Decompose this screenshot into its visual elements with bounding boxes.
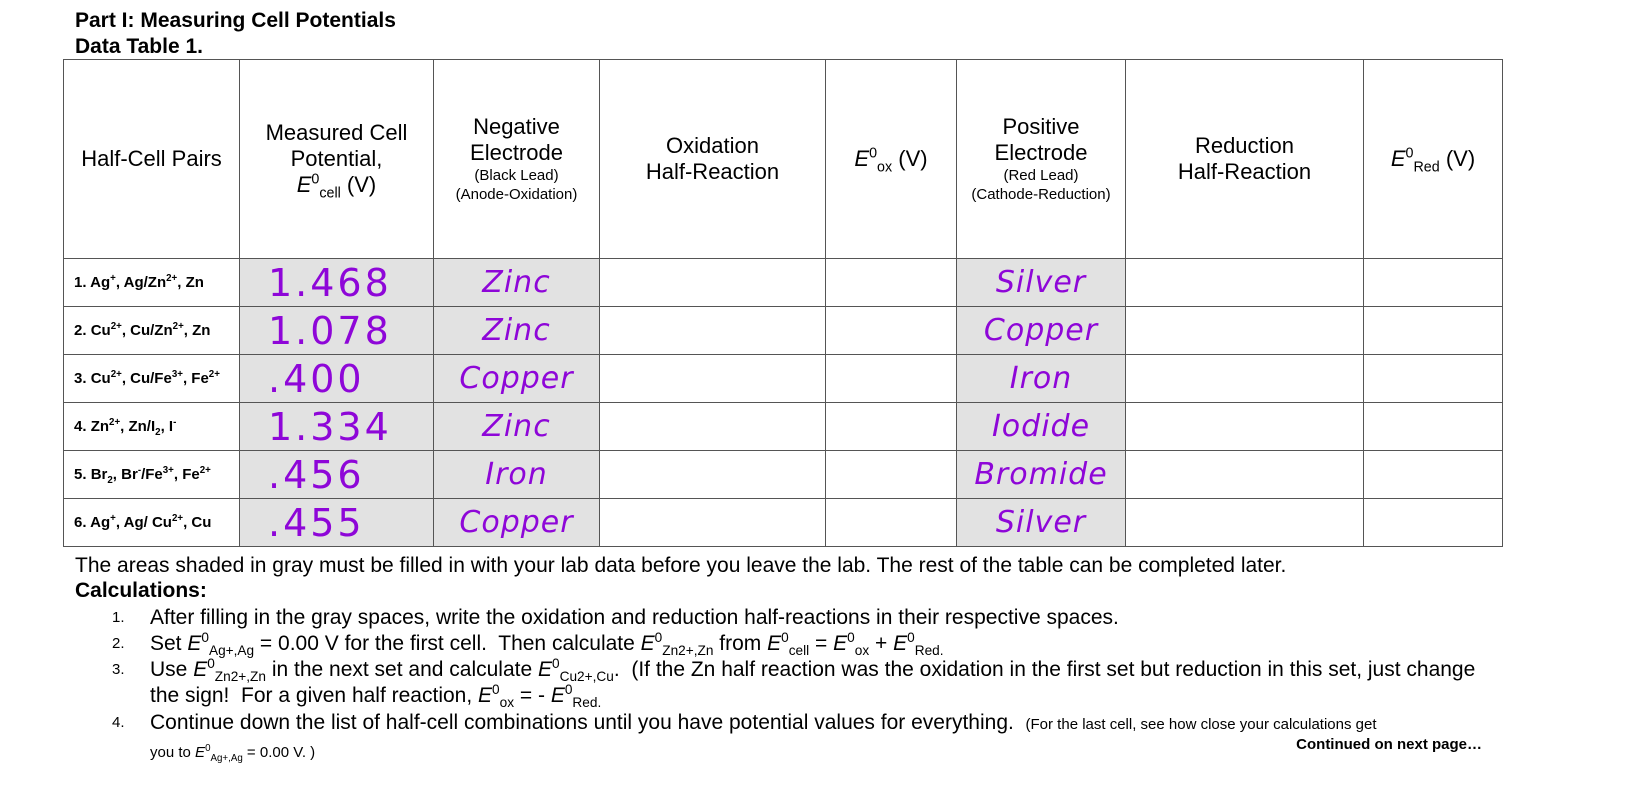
table-row <box>64 499 1503 547</box>
pair-text: $Zn^{2+}$, $Zn/I_2$, I- <box>90 417 177 438</box>
cell-e-red[interactable] <box>1364 451 1503 499</box>
pair-text: Ag+, $Ag/Zn^{2+}$, Zn <box>90 273 204 291</box>
cell-e-red[interactable] <box>1364 259 1503 307</box>
header-e-ox: $E^0_{ox}$ (V) <box>826 60 957 259</box>
cell-half-cell-pair: 2. $Cu^{2+}$, $Cu/Zn^{2+}$, Zn <box>64 307 240 355</box>
cell-half-cell-pair: 3. $Cu^{2+}$, $Cu/Fe^{3+}$, $Fe^{2+}$ <box>64 355 240 403</box>
cell-positive-electrode[interactable]: Bromide <box>957 451 1126 499</box>
header-half-cell-pairs: Half-Cell Pairs <box>64 60 240 259</box>
page-title: Part I: Measuring Cell Potentials <box>75 9 396 32</box>
header-measured-potential: Measured Cell Potential, $E^0_{cell}$ (V) <box>240 60 434 259</box>
pair-text: $Cu^{2+}$, $Cu/Fe^{3+}$, $Fe^{2+}$ <box>90 369 220 387</box>
table-row <box>64 307 1503 355</box>
header-reduction-half-reaction: Reduction Half-Reaction <box>1126 60 1364 259</box>
header-e-red: $E^0_{Red}$ (V) <box>1364 60 1503 259</box>
cell-positive-electrode[interactable]: Iodide <box>957 403 1126 451</box>
step-2: 2. Set $E^0_{Ag+,Ag} = 0.00$ V for the first cell. Then calculate $E^0_{Zn2+,Zn}$ from $E^0_{cell} = E^0_{ox} + E^0_{Red.}$ <box>112 630 944 659</box>
cell-measured-potential[interactable]: .455 <box>240 499 434 547</box>
cell-e-red[interactable] <box>1364 307 1503 355</box>
cell-oxidation-half-reaction[interactable] <box>600 307 826 355</box>
table-row <box>64 259 1503 307</box>
cell-reduction-half-reaction[interactable] <box>1126 499 1364 547</box>
cell-e-ox[interactable] <box>826 499 957 547</box>
cell-measured-potential[interactable]: .456 <box>240 451 434 499</box>
header-positive-electrode: Positive Electrode (Red Lead) (Cathode-Reduction) <box>957 60 1126 259</box>
cell-e-ox[interactable] <box>826 355 957 403</box>
cell-positive-electrode[interactable]: Iron <box>957 355 1126 403</box>
cell-measured-potential[interactable]: 1.078 <box>240 307 434 355</box>
step-4: 4. Continue down the list of half-cell combinations until you have potential values for everything. (For the last cell, see how close your calculations get you to $E^0_{Ag+,Ag} = 0.00$ V. ) <box>112 711 1377 764</box>
cell-e-ox[interactable] <box>826 403 957 451</box>
table-row <box>64 355 1503 403</box>
cell-measured-potential[interactable]: 1.334 <box>240 403 434 451</box>
pair-text: Ag+, Ag/ $Cu^{2+}$, Cu <box>90 513 212 531</box>
cell-e-ox[interactable] <box>826 307 957 355</box>
cell-reduction-half-reaction[interactable] <box>1126 451 1364 499</box>
cell-oxidation-half-reaction[interactable] <box>600 259 826 307</box>
calculations-heading: Calculations: <box>75 579 207 602</box>
cell-e-red[interactable] <box>1364 355 1503 403</box>
pair-text: $Cu^{2+}$, $Cu/Zn^{2+}$, Zn <box>90 321 211 339</box>
cell-reduction-half-reaction[interactable] <box>1126 355 1364 403</box>
cell-oxidation-half-reaction[interactable] <box>600 451 826 499</box>
table-row <box>64 403 1503 451</box>
cell-measured-potential[interactable]: .400 <box>240 355 434 403</box>
cell-negative-electrode[interactable]: Copper <box>434 499 600 547</box>
table-title: Data Table 1. <box>75 35 203 58</box>
header-negative-electrode: Negative Electrode (Black Lead) (Anode-Oxidation) <box>434 60 600 259</box>
cell-positive-electrode[interactable]: Copper <box>957 307 1126 355</box>
cell-half-cell-pair: 6. Ag+, Ag/ $Cu^{2+}$, Cu <box>64 499 240 547</box>
cell-oxidation-half-reaction[interactable] <box>600 499 826 547</box>
cell-e-ox[interactable] <box>826 259 957 307</box>
shaded-area-note: The areas shaded in gray must be filled in with your lab data before you leave the lab. The rest of the table can be completed later. <box>75 554 1287 577</box>
data-table <box>63 59 1503 547</box>
continued-note: Continued on next page… <box>1296 736 1482 753</box>
cell-e-ox[interactable] <box>826 451 957 499</box>
step-3: 3. Use $E^0_{Zn2+,Zn}$ in the next set and calculate $E^0_{Cu2+,Cu}$. (If the Zn half reaction was the oxidation in the first set but reduction in this set, just change the sign! For a given half reaction, $E^0_{ox}$ = - $E^0_{Red.}$ <box>112 656 1476 711</box>
cell-oxidation-half-reaction[interactable] <box>600 355 826 403</box>
cell-reduction-half-reaction[interactable] <box>1126 403 1364 451</box>
cell-e-red[interactable] <box>1364 499 1503 547</box>
cell-positive-electrode[interactable]: Silver <box>957 259 1126 307</box>
table-row <box>64 451 1503 499</box>
cell-negative-electrode[interactable]: Iron <box>434 451 600 499</box>
cell-half-cell-pair: 1. Ag+, $Ag/Zn^{2+}$, Zn <box>64 259 240 307</box>
cell-positive-electrode[interactable]: Silver <box>957 499 1126 547</box>
cell-half-cell-pair: 5. $Br_2$, $Br^-/Fe^{3+}$, $Fe^{2+}$ <box>64 451 240 499</box>
cell-negative-electrode[interactable]: Zinc <box>434 259 600 307</box>
cell-half-cell-pair: 4. $Zn^{2+}$, $Zn/I_2$, I- <box>64 403 240 451</box>
cell-oxidation-half-reaction[interactable] <box>600 403 826 451</box>
header-oxidation-half-reaction: Oxidation Half-Reaction <box>600 60 826 259</box>
cell-e-red[interactable] <box>1364 403 1503 451</box>
step-1: 1. After filling in the gray spaces, write the oxidation and reduction half-reactions in their respective spaces. <box>112 606 1119 629</box>
pair-text: $Br_2$, $Br^-/Fe^{3+}$, $Fe^{2+}$ <box>90 465 211 486</box>
cell-measured-potential[interactable]: 1.468 <box>240 259 434 307</box>
cell-negative-electrode[interactable]: Copper <box>434 355 600 403</box>
cell-negative-electrode[interactable]: Zinc <box>434 307 600 355</box>
cell-negative-electrode[interactable]: Zinc <box>434 403 600 451</box>
cell-reduction-half-reaction[interactable] <box>1126 307 1364 355</box>
cell-reduction-half-reaction[interactable] <box>1126 259 1364 307</box>
table-header-row <box>64 60 1503 259</box>
